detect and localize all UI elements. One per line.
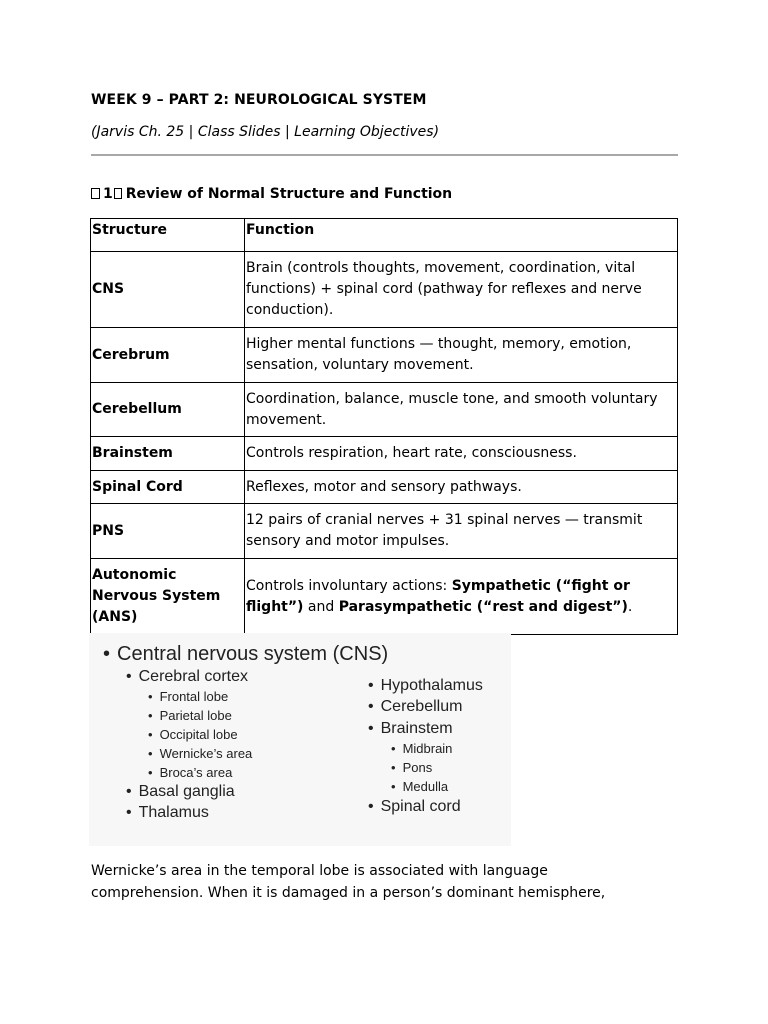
function-text: Controls involuntary actions: xyxy=(246,577,452,594)
structure-cell: PNS xyxy=(91,504,245,559)
table-header-cell: Structure xyxy=(91,219,245,252)
page-subtitle: (Jarvis Ch. 25 | Class Slides | Learning Objectives) xyxy=(91,124,440,140)
function-cell: 12 pairs of cranial nerves + 31 spinal nerves — transmit sensory and motor impulses. xyxy=(245,504,678,559)
sympathetic-term: Sympathetic (“fight or flight”) xyxy=(246,577,630,615)
function-text: . xyxy=(627,598,633,615)
body-paragraph xyxy=(91,860,691,904)
paragraph-line: Wernicke’s area in the temporal lobe is associated with language xyxy=(91,863,548,879)
cns-slide-image xyxy=(89,633,511,846)
slide-bullet-brainstem: • Brainstem xyxy=(368,720,453,737)
parasympathetic-term: Parasympathetic (“rest and digest”) xyxy=(338,598,628,615)
section-heading xyxy=(91,186,452,202)
section-heading-text: Review of Normal Structure and Function xyxy=(125,186,453,202)
table-row xyxy=(91,559,678,635)
structure-cell: Spinal Cord xyxy=(91,471,245,504)
table-row xyxy=(91,328,678,383)
slide-bullet-basal-ganglia: • Basal ganglia xyxy=(126,783,235,800)
structure-cell: Cerebellum xyxy=(91,383,245,437)
slide-subbullet: • Frontal lobe xyxy=(148,689,229,704)
slide-subbullet: • Midbrain xyxy=(391,741,453,756)
slide-subbullet: • Occipital lobe xyxy=(148,727,238,742)
horizontal-rule xyxy=(91,154,678,156)
structure-function-table xyxy=(90,218,678,635)
slide-bullet-cerebellum: • Cerebellum xyxy=(368,698,463,715)
function-cell: Reflexes, motor and sensory pathways. xyxy=(245,471,678,504)
slide-subbullet: • Parietal lobe xyxy=(148,708,232,723)
structure-cell: CNS xyxy=(91,252,245,328)
slide-subbullet: • Medulla xyxy=(391,779,449,794)
table-row xyxy=(91,383,678,437)
table-row xyxy=(91,252,678,328)
paragraph-line: comprehension. When it is damaged in a person’s dominant hemisphere, xyxy=(91,885,606,901)
function-text: and xyxy=(303,598,339,615)
function-cell: Coordination, balance, muscle tone, and smooth voluntary movement. xyxy=(245,383,678,437)
slide-bullet-cerebral-cortex: • Cerebral cortex xyxy=(126,668,248,685)
slide-bullet-cns: • Central nervous system (CNS) xyxy=(103,643,389,665)
table-header-cell: Function xyxy=(245,219,678,252)
function-cell: Higher mental functions — thought, memory, emotion, sensation, voluntary movement. xyxy=(245,328,678,383)
function-cell xyxy=(245,559,678,635)
structure-cell: Autonomic Nervous System (ANS) xyxy=(91,559,245,635)
slide-subbullet: • Broca’s area xyxy=(148,765,233,780)
slide-bullet-thalamus: • Thalamus xyxy=(126,804,209,821)
table-row xyxy=(91,504,678,559)
function-cell: Controls respiration, heart rate, consciousness. xyxy=(245,437,678,471)
table-row xyxy=(91,437,678,471)
missing-glyph-icon xyxy=(91,188,100,199)
structure-cell: Brainstem xyxy=(91,437,245,471)
page-title: WEEK 9 – PART 2: NEUROLOGICAL SYSTEM xyxy=(91,92,427,108)
function-cell: Brain (controls thoughts, movement, coordination, vital functions) + spinal cord (pathway for reflexes and nerve conduction). xyxy=(245,252,678,328)
table-row xyxy=(91,471,678,504)
section-number: 1 xyxy=(103,186,113,202)
table-header-row xyxy=(91,219,678,252)
slide-subbullet: • Wernicke’s area xyxy=(148,746,253,761)
missing-glyph-icon xyxy=(114,188,122,199)
slide-bullet-hypothalamus: • Hypothalamus xyxy=(368,677,483,694)
structure-cell: Cerebrum xyxy=(91,328,245,383)
slide-subbullet: • Pons xyxy=(391,760,433,775)
slide-bullet-spinal-cord: • Spinal cord xyxy=(368,798,461,815)
